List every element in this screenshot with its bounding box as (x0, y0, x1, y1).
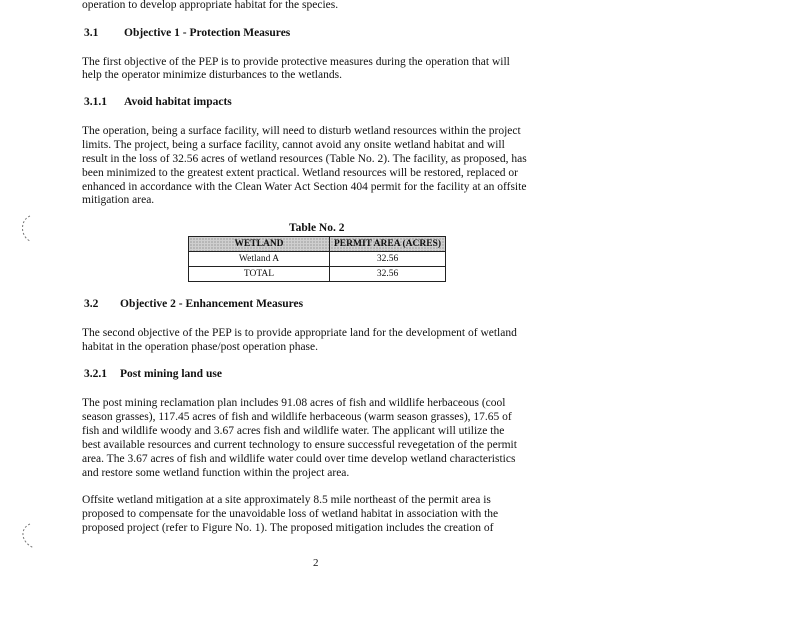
paragraph-line: result in the loss of 32.56 acres of wetland resources (Table No. 2). The facility, as proposed, has (82, 153, 527, 165)
paragraph-line: limits. The project, being a surface facility, cannot avoid any onsite wetland habitat and will (82, 139, 505, 151)
section-number: 3.2 (84, 298, 99, 310)
top-fragment-line: operation to develop appropriate habitat for the species. (82, 0, 339, 11)
table-header-cell: PERMIT AREA (ACRES) (330, 237, 446, 252)
paragraph-line: area. The 3.67 acres of fish and wildlife water could over time develop wetland characteristics (82, 453, 516, 465)
section-number: 3.1 (84, 27, 99, 39)
paragraph-line: been minimized to the greatest extent practical. Wetland resources will be restored, replaced or (82, 167, 519, 179)
table-cell: 32.56 (330, 267, 446, 282)
table-cell: Wetland A (189, 252, 330, 267)
section-title: Objective 1 - Protection Measures (124, 27, 291, 39)
hole-punch-mark (16, 522, 38, 552)
section-title: Post mining land use (120, 368, 222, 380)
paragraph-line: proposed project (refer to Figure No. 1). The proposed mitigation includes the creation of (82, 522, 494, 534)
table-cell: TOTAL (189, 267, 330, 282)
paragraph-line: The second objective of the PEP is to provide appropriate land for the development of wetland (82, 327, 517, 339)
paragraph-line: proposed to compensate for the unavoidable loss of wetland habitat in association with the (82, 508, 499, 520)
paragraph-line: and restore some wetland function within the project area. (82, 467, 350, 479)
hole-punch-mark (16, 214, 36, 244)
paragraph-line: habitat in the operation phase/post operation phase. (82, 341, 319, 353)
paragraph-line: enhanced in accordance with the Clean Water Act Section 404 permit for the facility at an offsite (82, 181, 527, 193)
paragraph-line: Offsite wetland mitigation at a site approximately 8.5 mile northeast of the permit area is (82, 494, 491, 506)
paragraph-line: The first objective of the PEP is to provide protective measures during the operation that will (82, 56, 510, 68)
table-row (189, 252, 446, 267)
paragraph-line: mitigation area. (82, 194, 155, 206)
table-cell: 32.56 (330, 252, 446, 267)
wetland-table (188, 236, 446, 282)
table-header-row (189, 237, 446, 252)
paragraph-line: The post mining reclamation plan includes 91.08 acres of fish and wildlife herbaceous (cool (82, 397, 506, 409)
section-number: 3.2.1 (84, 368, 107, 380)
table-row (189, 267, 446, 282)
table-header-cell: WETLAND (189, 237, 330, 252)
section-title: Objective 2 - Enhancement Measures (120, 298, 304, 310)
paragraph-line: best available resources and current technology to ensure successful revegetation of the permit (82, 439, 517, 451)
paragraph-line: help the operator minimize disturbances to the wetlands. (82, 69, 342, 81)
page-number: 2 (313, 557, 319, 569)
section-number: 3.1.1 (84, 96, 107, 108)
paragraph-line: The operation, being a surface facility, will need to disturb wetland resources within the project (82, 125, 521, 137)
table-title: Table No. 2 (289, 222, 345, 234)
section-title: Avoid habitat impacts (124, 96, 232, 108)
paragraph-line: fish and wildlife woody and 3.67 acres fish and wildlife water. The applicant will utilize the (82, 425, 505, 437)
paragraph-line: season grasses), 117.45 acres of fish and wildlife herbaceous (warm season grasses), 17.65 of (82, 411, 512, 423)
